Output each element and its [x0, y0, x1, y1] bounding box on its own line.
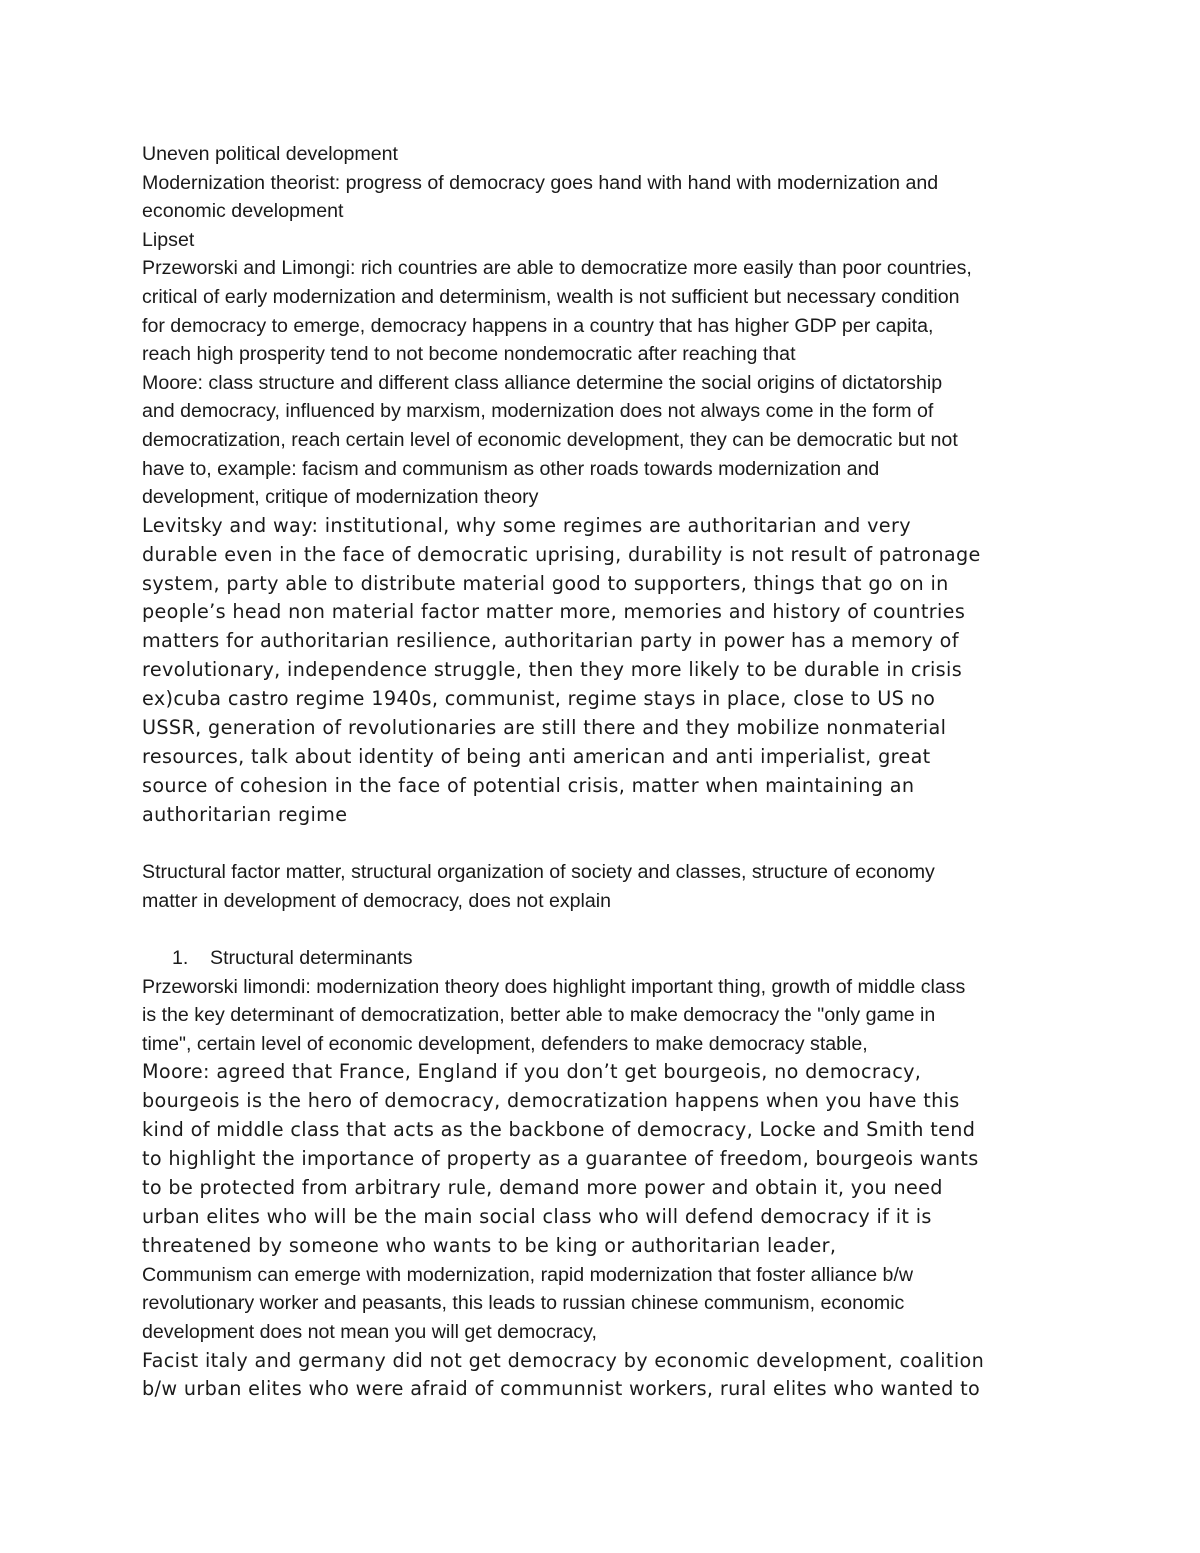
paragraph-communism: Communism can emerge with modernization, rapid modernization that foster alliance b/w revolutionary worker and peasants, this leads to russian chinese communism, economic development does not mean you will get democracy, [142, 1263, 914, 1343]
paragraph-structural-factor: Structural factor matter, structural organization of society and classes, structure of economy matter in development of democracy, does not explain [142, 861, 935, 912]
paragraph-przeworski-limongi: Przeworski and Limongi: rich countries are able to democratize more easily than poor countries, critical of early modernization and determinism, wealth is not sufficient but necessary condition for democracy to emerge, democracy happens in a country that has higher GDP per capita, reach high prosperity tend to not become nondemocratic after reaching that [142, 257, 972, 366]
document-body [142, 140, 1062, 1404]
blank-line [142, 830, 1062, 859]
paragraph-moore-bourgeois: Moore: agreed that France, England if you don’t get bourgeois, no democracy, bourgeois is the hero of democracy, democratization happens when you have this kind of middle class that acts as the backbone of democracy, Locke and Smith tend to highlight the importance of property as a guarantee of freedom, bourgeois wants to be protected from arbitrary rule, demand more power and obtain it, you need urban elites who will be the main social class who will defend democracy if it is threatened by someone who wants to be king or authoritarian leader, [142, 1060, 979, 1257]
paragraph-modernization-theorist: Modernization theorist: progress of democracy goes hand with hand with modernization and economic development [142, 171, 939, 223]
blank-line [142, 915, 1062, 944]
list-item-text: Structural determinants [210, 947, 413, 970]
paragraph-levitsky-way: Levitsky and way: institutional, why some regimes are authoritarian and very durable even in the face of democratic uprising, durability is not result of patronage system, party able to distribute material good to supporters, things that go on in people’s head non material factor matter more, memories and history of countries matters for authoritarian resilience, authoritarian party in power has a memory of revolutionary, independence struggle, then they more likely to be durable in crisis ex)cuba castro regime 1940s, communist, regime stays in place, close to US no USSR, generation of revolutionaries are still there and they mobilize nonmaterial resources, talk about identity of being anti american and anti imperialist, great source of cohesion in the face of potential crisis, matter when maintaining an authoritarian regime [142, 513, 981, 826]
paragraph-przeworski-limondi: Przeworski limondi: modernization theory does highlight important thing, growth of middle class is the key determinant of democratization, better able to make democracy the "only game in time", certain level of economic development, defenders to make democracy stable, [142, 975, 966, 1055]
list-item-structural-determinants [142, 944, 1062, 973]
paragraph-facist-italy-germany: Facist italy and germany did not get democracy by economic development, coalition b/w urban elites who were afraid of communnist workers, rural elites who wanted to [142, 1348, 985, 1401]
heading-uneven-development: Uneven political development [142, 143, 398, 165]
paragraph-moore: Moore: class structure and different class alliance determine the social origins of dictatorship and democracy, influenced by marxism, modernization does not always come in the form of democratization, reach certain level of economic development, they can be democratic but not have to, example: facism and communism as other roads towards modernization and development, critique of modernization theory [142, 371, 958, 509]
list-item-number: 1. [172, 947, 189, 970]
paragraph-lipset: Lipset [142, 228, 195, 251]
